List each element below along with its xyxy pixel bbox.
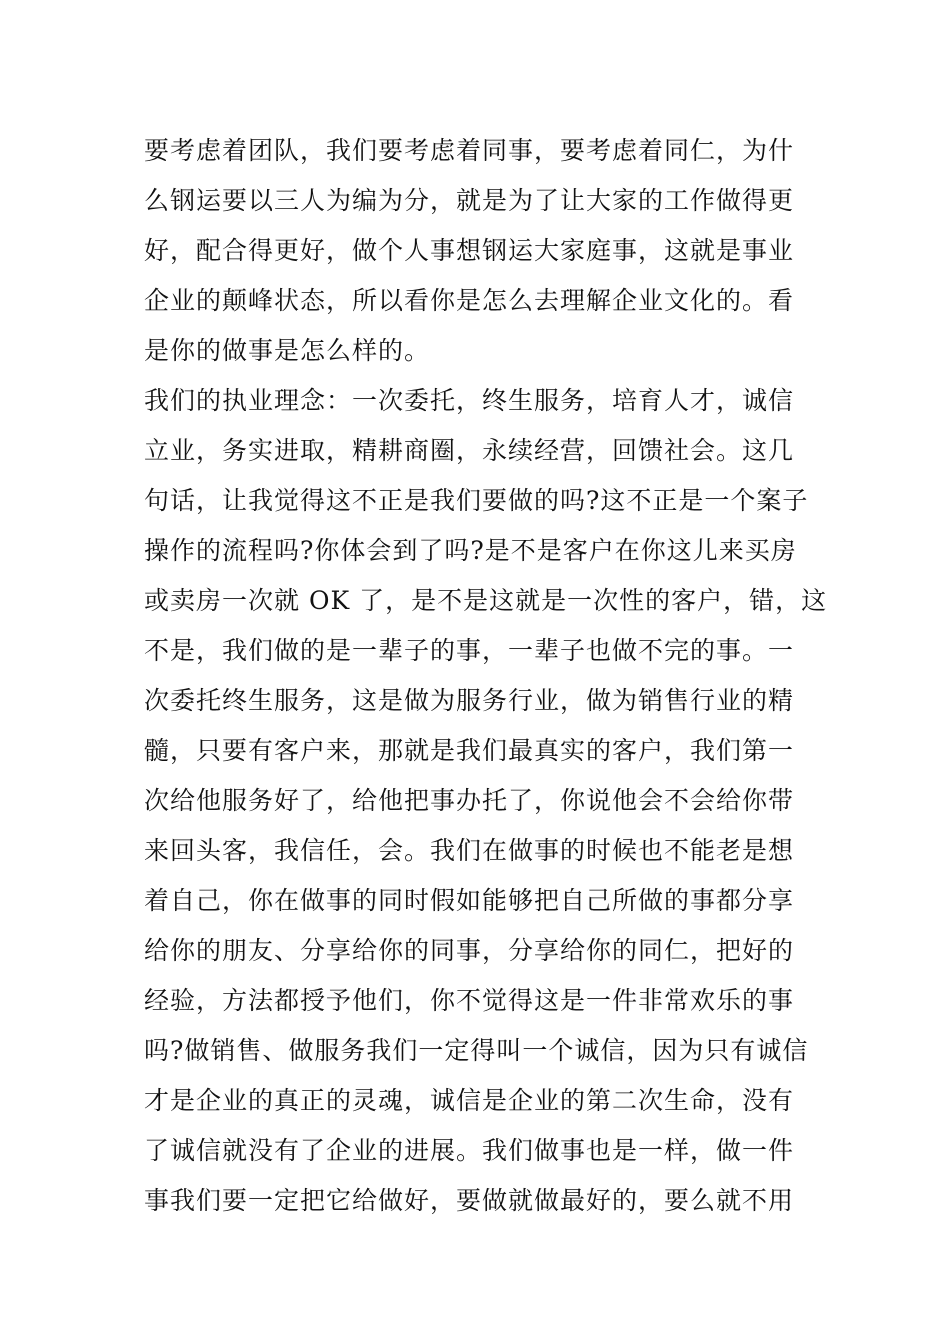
text-line: 好，配合得更好，做个人事想钢运大家庭事，这就是事业 [144,236,795,265]
text-line: 次给他服务好了，给他把事办托了，你说他会不会给你带 [144,786,795,815]
text-line: 髓，只要有客户来，那就是我们最真实的客户，我们第一 [144,736,795,765]
text-line: 事我们要一定把它给做好，要做就做最好的，要么就不用 [144,1186,795,1215]
text-line: 我们的执业理念：一次委托，终生服务，培育人才，诚信 [144,386,795,415]
text-line: 来回头客，我信任，会。我们在做事的时候也不能老是想 [144,836,795,865]
text-line: 经验，方法都授予他们，你不觉得这是一件非常欢乐的事 [144,986,795,1015]
text-line: 么钢运要以三人为编为分，就是为了让大家的工作做得更 [144,186,795,215]
text-line: 着自己，你在做事的同时假如能够把自己所做的事都分享 [144,886,795,915]
text-line: 操作的流程吗?你体会到了吗?是不是客户在你这儿来买房 [144,536,797,565]
text-line: 立业，务实进取，精耕商圈，永续经营，回馈社会。这几 [144,436,795,465]
text-line: 才是企业的真正的灵魂，诚信是企业的第二次生命，没有 [144,1086,795,1115]
text-line: 句话，让我觉得这不正是我们要做的吗?这不正是一个案子 [144,486,809,515]
text-line: 企业的颠峰状态，所以看你是怎么去理解企业文化的。看 [144,286,795,315]
text-line: 给你的朋友、分享给你的同事，分享给你的同仁，把好的 [144,936,795,965]
text-line: 或卖房一次就 OK 了，是不是这就是一次性的客户，错，这 [144,586,828,615]
text-line: 要考虑着团队，我们要考虑着同事，要考虑着同仁，为什 [144,136,795,165]
body-text [144,126,828,1226]
text-line: 了诚信就没有了企业的进展。我们做事也是一样，做一件 [144,1136,795,1165]
text-line: 不是，我们做的是一辈子的事，一辈子也做不完的事。一 [144,636,795,665]
text-line: 是你的做事是怎么样的。 [144,336,431,365]
text-line: 次委托终生服务，这是做为服务行业，做为销售行业的精 [144,686,795,715]
text-line: 吗?做销售、做服务我们一定得叫一个诚信，因为只有诚信 [144,1036,809,1065]
